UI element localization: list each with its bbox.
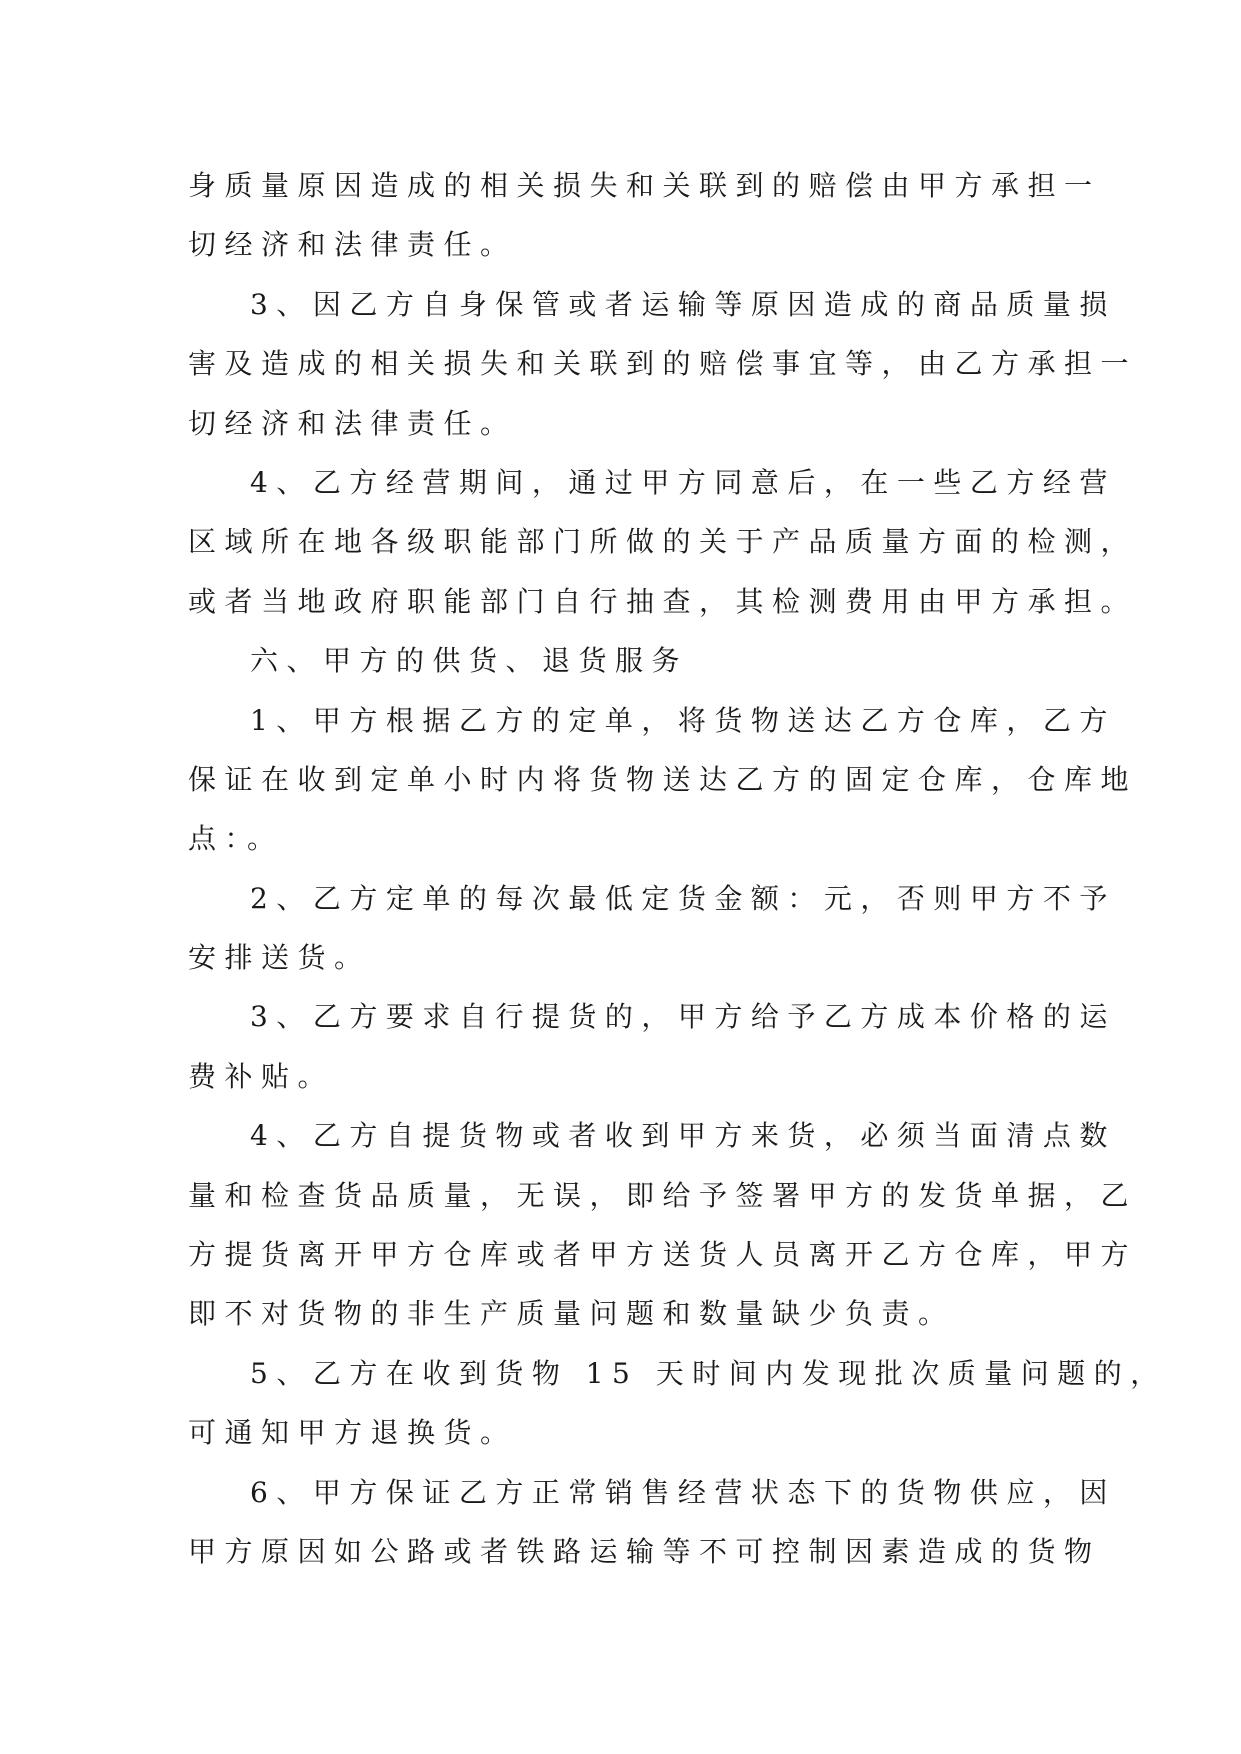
text-line-13: 2、乙方定单的每次最低定货金额：元，否则甲方不予 (250, 881, 1116, 915)
text-line-5: 切经济和法律责任。 (188, 406, 517, 440)
text-line-24: 甲方原因如公路或者铁路运输等不可控制因素造成的货物 (188, 1534, 1101, 1568)
text-line-11: 保证在收到定单小时内将货物送达乙方的固定仓库，仓库地 (188, 762, 1138, 796)
text-line-16: 费补贴。 (188, 1059, 335, 1093)
text-line-18: 量和检查货品质量，无误，即给予签署甲方的发货单据，乙 (188, 1178, 1138, 1212)
text-line-4: 害及造成的相关损失和关联到的赔偿事宜等，由乙方承担一 (188, 347, 1138, 381)
text-line-10: 1、甲方根据乙方的定单，将货物送达乙方仓库，乙方 (250, 703, 1116, 737)
text-line-7: 区域所在地各级职能部门所做的关于产品质量方面的检测， (188, 525, 1138, 559)
text-line-2: 切经济和法律责任。 (188, 228, 517, 262)
section-heading: 六、甲方的供货、退货服务 (250, 644, 689, 678)
text-line-21: 5、乙方在收到货物 15 天时间内发现批次质量问题的， (250, 1356, 1167, 1390)
text-line-17: 4、乙方自提货物或者收到甲方来货，必须当面清点数 (250, 1119, 1116, 1153)
text-line-14: 安排送货。 (188, 941, 371, 975)
text-line-8: 或者当地政府职能部门自行抽查，其检测费用由甲方承担。 (188, 584, 1138, 618)
text-line-22: 可通知甲方退换货。 (188, 1416, 517, 1450)
document-body (188, 156, 1167, 1581)
text-line-15: 3、乙方要求自行提货的，甲方给予乙方成本价格的运 (250, 1000, 1116, 1034)
text-line-23: 6、甲方保证乙方正常销售经营状态下的货物供应，因 (250, 1475, 1116, 1509)
text-line-1: 身质量原因造成的相关损失和关联到的赔偿由甲方承担一 (188, 169, 1101, 202)
text-line-12: 点：。 (188, 822, 284, 856)
text-line-19: 方提货离开甲方仓库或者甲方送货人员离开乙方仓库，甲方 (188, 1238, 1138, 1272)
text-line-3: 3、因乙方自身保管或者运输等原因造成的商品质量损 (250, 287, 1116, 321)
text-line-6: 4、乙方经营期间，通过甲方同意后，在一些乙方经营 (250, 465, 1116, 499)
text-line-20: 即不对货物的非生产质量问题和数量缺少负责。 (188, 1297, 955, 1331)
